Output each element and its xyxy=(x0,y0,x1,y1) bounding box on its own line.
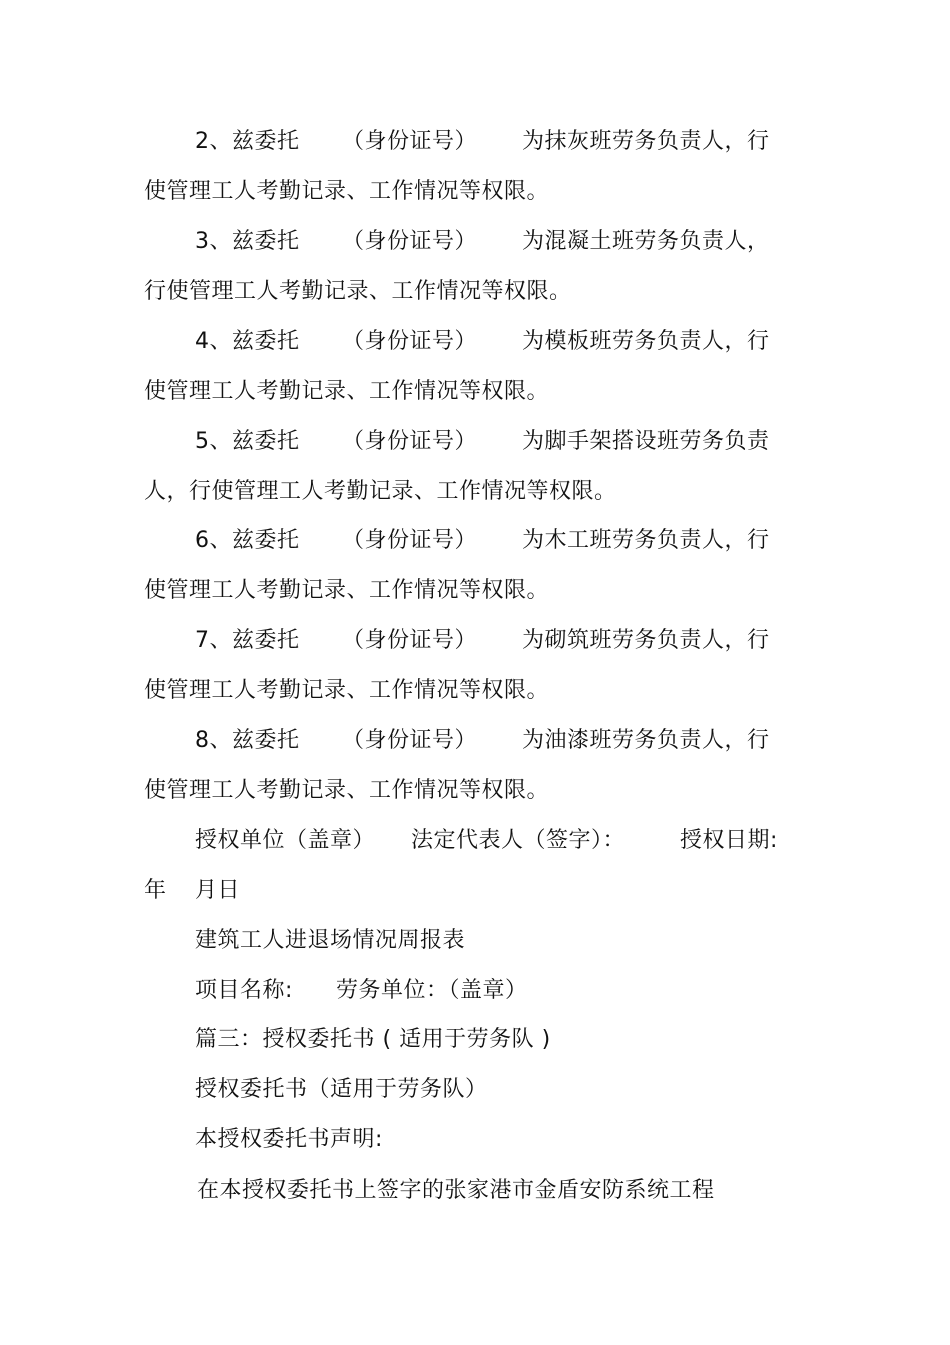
role-text: 为模板班劳务负责人，行 xyxy=(522,329,770,354)
role-text: 为抹灰班劳务负责人，行 xyxy=(522,129,770,154)
month-day-label: 月日 xyxy=(195,878,241,903)
role-text: 为脚手架搭设班劳务负责 xyxy=(522,429,770,454)
year-label: 年 xyxy=(144,878,167,903)
item-number: 8、兹委托 xyxy=(195,728,300,753)
role-text: 为油漆班劳务负责人，行 xyxy=(522,728,770,753)
item-number: 6、兹委托 xyxy=(195,528,300,553)
section-title: 篇三：授权委托书 ( 适用于劳务队 ) xyxy=(195,1027,551,1052)
id-number-label: （身份证号） xyxy=(342,429,478,454)
authorization-date-label: 授权日期: xyxy=(680,828,778,853)
role-text: 为砌筑班劳务负责人，行 xyxy=(522,628,770,653)
id-number-label: （身份证号） xyxy=(342,229,478,254)
authorizing-unit-label: 授权单位（盖章） xyxy=(195,828,376,853)
legal-representative-label: 法定代表人（签字）： xyxy=(411,828,626,853)
project-name-label: 项目名称: xyxy=(195,978,293,1003)
item-number: 7、兹委托 xyxy=(195,628,300,653)
authorization-item-4-continuation: 使管理工人考勤记录、工作情况等权限。 xyxy=(144,379,550,404)
id-number-label: （身份证号） xyxy=(342,129,478,154)
id-number-label: （身份证号） xyxy=(342,329,478,354)
weekly-report-title: 建筑工人进退场情况周报表 xyxy=(195,928,466,953)
id-number-label: （身份证号） xyxy=(342,628,478,653)
item-number: 3、兹委托 xyxy=(195,229,300,254)
authorization-item-5-continuation: 人，行使管理工人考勤记录、工作情况等权限。 xyxy=(144,479,617,504)
item-number: 4、兹委托 xyxy=(195,329,300,354)
authorization-item-2-continuation: 使管理工人考勤记录、工作情况等权限。 xyxy=(144,179,550,204)
role-text: 为木工班劳务负责人，行 xyxy=(522,528,770,553)
authorization-item-8-continuation: 使管理工人考勤记录、工作情况等权限。 xyxy=(144,778,550,803)
declaration-text: 在本授权委托书上签字的张家港市金盾安防系统工程 xyxy=(197,1178,715,1203)
document-subtitle: 授权委托书（适用于劳务队） xyxy=(195,1077,488,1102)
item-number: 5、兹委托 xyxy=(195,429,300,454)
id-number-label: （身份证号） xyxy=(342,528,478,553)
labor-unit-label: 劳务单位：（盖章） xyxy=(336,978,528,1003)
authorization-item-6-continuation: 使管理工人考勤记录、工作情况等权限。 xyxy=(144,578,550,603)
authorization-item-7-continuation: 使管理工人考勤记录、工作情况等权限。 xyxy=(144,678,550,703)
declaration-label: 本授权委托书声明: xyxy=(195,1127,383,1152)
item-number: 2、兹委托 xyxy=(195,129,300,154)
authorization-item-3-continuation: 行使管理工人考勤记录、工作情况等权限。 xyxy=(144,279,572,304)
role-text: 为混凝土班劳务负责人， xyxy=(522,229,770,254)
id-number-label: （身份证号） xyxy=(342,728,478,753)
